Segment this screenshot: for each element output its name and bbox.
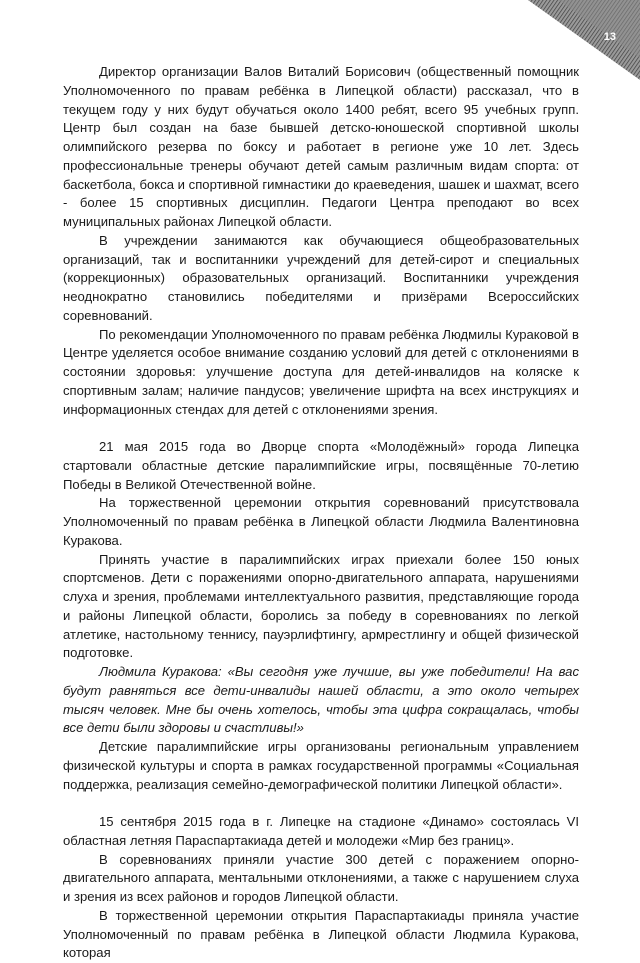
quote-paragraph: Людмила Куракова: «Вы сегодня уже лучшие, вы уже победители! На вас будут равняться все дети-инвалиды нашей области, а это около четырех тысяч человек. Мне бы очень хотелось, чтобы эта цифра сокращалась, чтобы все дети были здоровы и счастливы!» (63, 664, 579, 736)
paragraph: По рекомендации Уполномоченного по правам ребёнка Людмилы Кураковой в Центре уделяется особое внимание созданию условий для детей с отклонениями в состоянии здоровья: улучшение доступа для детей-инвалидов на коляске к спортивным залам; наличие пандусов; увеличение шрифта на всех инструкциях и информационных стендах для детей с отклонениями зрения. (63, 326, 579, 417)
paragraph: В соревнованиях приняли участие 300 детей с поражением опорно-двигательного аппарата, ментальными отклонениями, а также с нарушением слуха и зрения из всех районов и городов Липецкой области. (63, 851, 579, 904)
paragraph: На торжественной церемонии открытия соревнований присутствовала Уполномоченный по правам ребёнка в Липецкой области Людмила Валентиновна Куракова. (63, 495, 579, 548)
paragraph: Принять участие в паралимпийских играх приехали более 150 юных спортсменов. Дети с поражениями опорно-двигательного аппарата, нарушениями слуха и зрения, проблемами интеллектуального развития, представляющие города и районы Липецкой области, боролись за победу в соревнованиях по легкой атлетике, настольному теннису, пауэрлифтингу, армрестлингу и общей физической подготовке. (63, 551, 579, 661)
document-body (63, 63, 579, 963)
page-number: 13 (603, 31, 616, 43)
paragraph: В учреждении занимаются как обучающиеся общеобразовательных организаций, так и воспитанники учреждений для детей-сирот и специальных (коррекционных) образовательных организаций. Воспитанники учреждения неоднократно становились победителями и призёрами Всероссийских соревнований. (63, 232, 579, 323)
paragraph: Детские паралимпийские игры организованы региональным управлением физической культуры и спорта в рамках государственной программы «Социальная поддержка, реализация семейно-демографической политики Липецкой области». (63, 739, 579, 792)
paragraph: Директор организации Валов Виталий Борисович (общественный помощник Уполномоченного по правам ребёнка в Липецкой области) рассказал, что в текущем году у них будут обучаться около 1400 ребят, всего 95 учебных групп. Центр был создан на базе бывшей детско-юношеской спортивной школы олимпийского резерва по боксу и работает в регионе уже 10 лет. Здесь профессиональные тренеры обучают детей самым различным видам спорта: от баскетбола, бокса и спортивной гимнастики до краеведения, шашек и шахмат, всего - более 15 спортивных дисциплин. Педагоги Центра преподают во всех муниципальных районах Липецкой области. (63, 64, 579, 229)
paragraph: 21 мая 2015 года во Дворце спорта «Молодёжный» города Липецка стартовали областные детские паралимпийские игры, посвящённые 70-летию Победы в Великой Отечественной войне. (63, 439, 579, 492)
paragraph: 15 сентября 2015 года в г. Липецке на стадионе «Динамо» состоялась VI областная летняя Параспартакиада детей и молодежи «Мир без границ». (63, 814, 579, 848)
paragraph: В торжественной церемонии открытия Параспартакиады приняла участие Уполномоченный по правам ребёнка в Липецкой области Людмила Куракова, которая (63, 907, 579, 961)
